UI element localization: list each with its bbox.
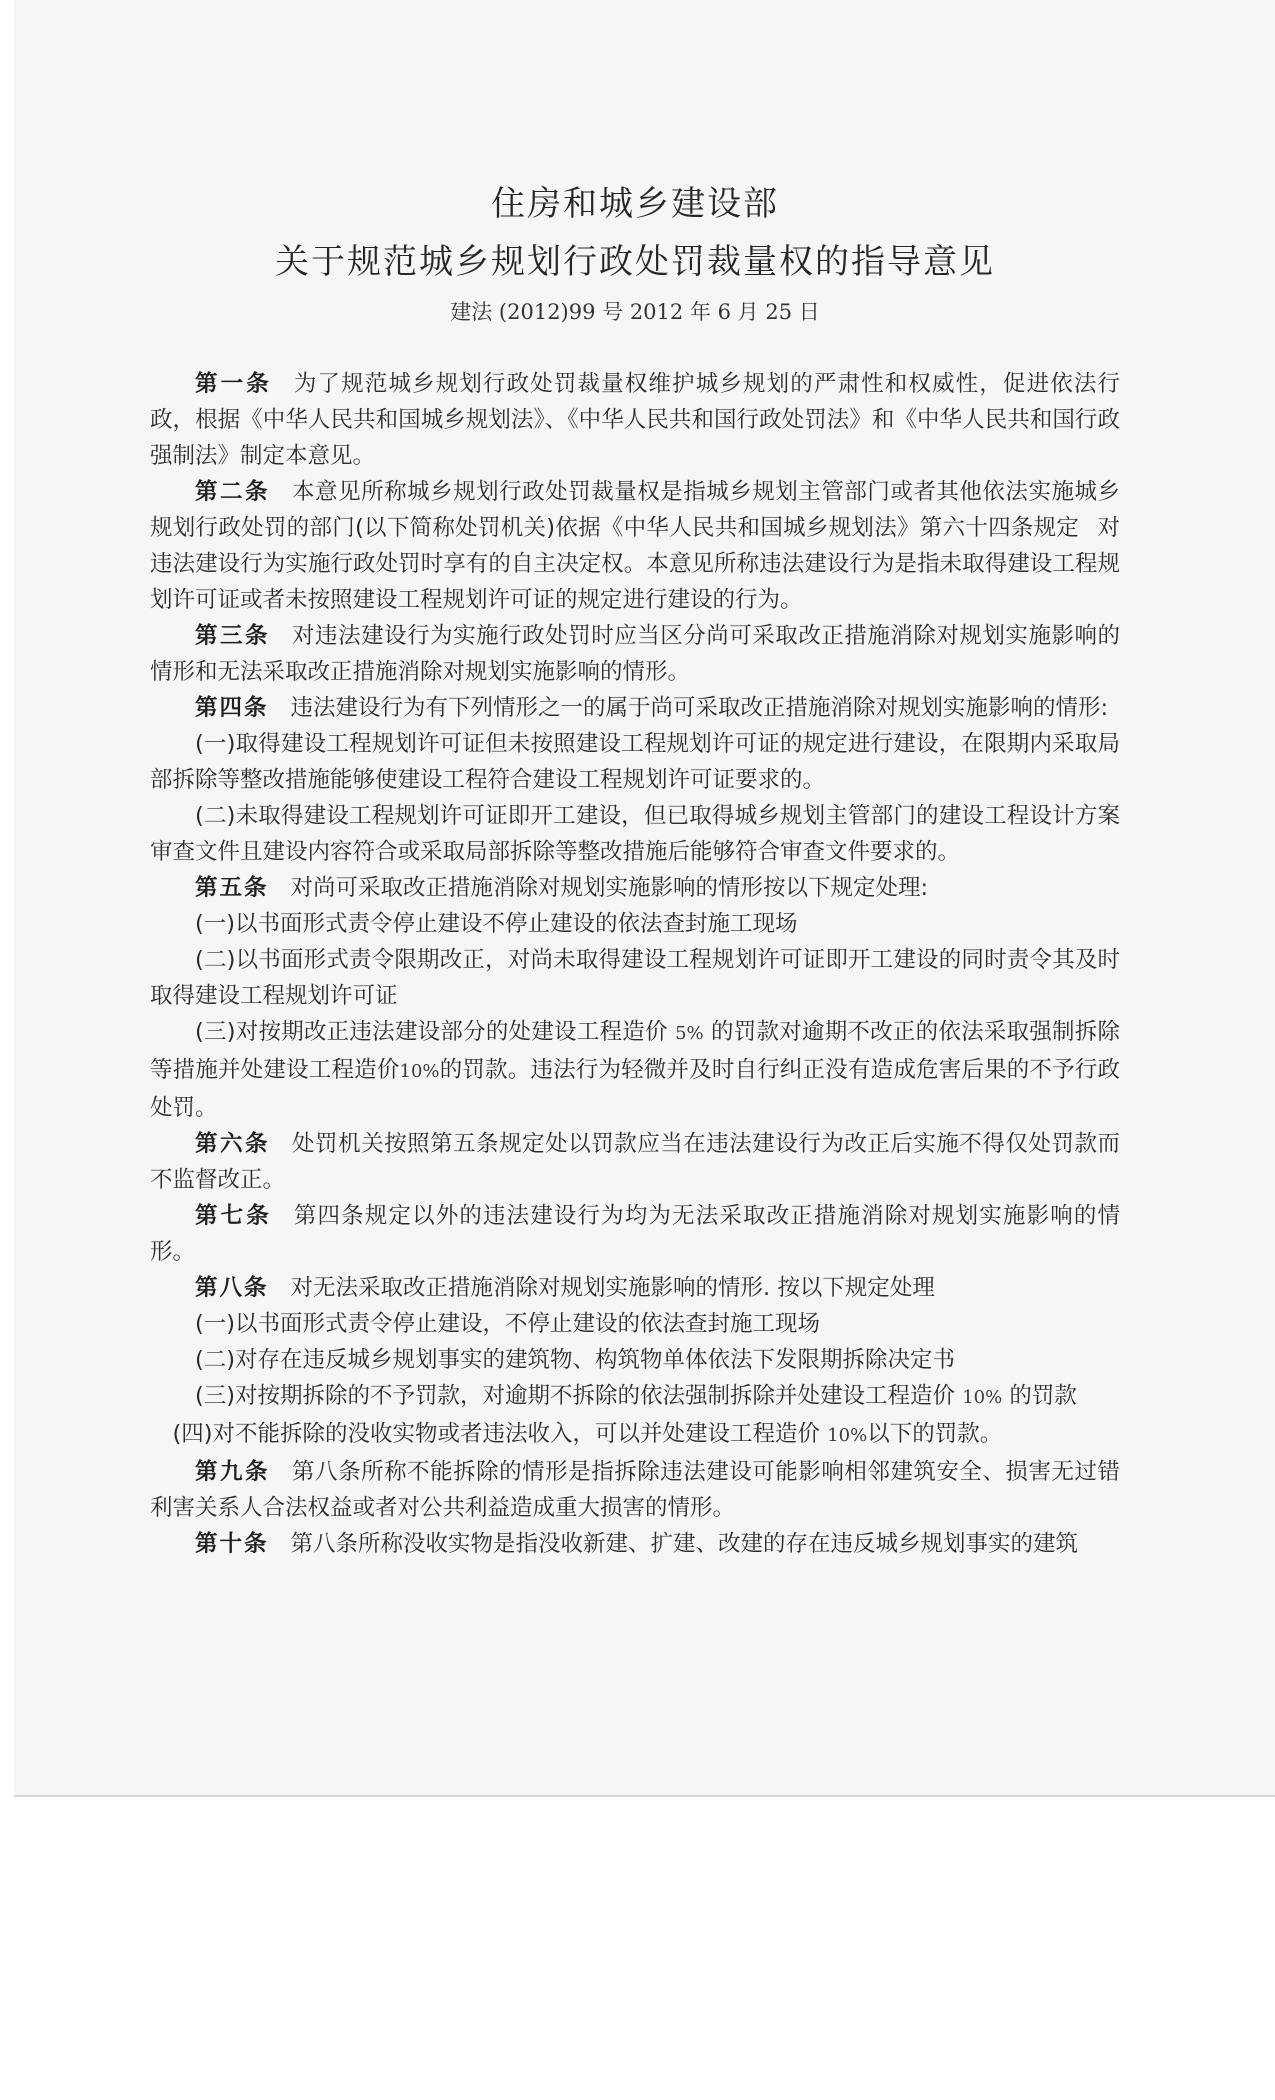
scan-edge-divider bbox=[14, 1795, 1275, 1797]
article-label: 第二条 bbox=[195, 479, 271, 505]
article-label: 第十条 bbox=[195, 1531, 269, 1557]
article-8-item-4: (四)对不能拆除的没收实物或者违法收入，可以并处建设工程造价 10%以下的罚款。 bbox=[172, 1421, 1003, 1447]
article-label: 第四条 bbox=[195, 695, 269, 721]
percentage-value: 10% bbox=[827, 1425, 868, 1446]
document-title-issuer: 住房和城乡建设部 bbox=[491, 184, 779, 224]
article-8 bbox=[150, 1270, 1120, 1306]
article-label: 第五条 bbox=[195, 875, 269, 901]
article-5-item-2: (二)以书面形式责令限期改正，对尚未取得建设工程规划许可证即开工建设的同时责令其及时取得建设工程规划许可证 bbox=[150, 947, 1120, 1009]
article-4-item-2: (二)未取得建设工程规划许可证即开工建设，但已取得城乡规划主管部门的建设工程设计方案审查文件且建设内容符合或采取局部拆除等整改措施后能够符合审查文件要求的。 bbox=[150, 803, 1120, 865]
article-text: 第八条所称不能拆除的情形是指拆除违法建设可能影响相邻建筑安全、损害无过错利害关系人合法权益或者对公共利益造成重大损害的情形。 bbox=[150, 1459, 1120, 1521]
article-text: 违法建设行为有下列情形之一的属于尚可采取改正措施消除对规划实施影响的情形: bbox=[290, 695, 1109, 721]
article-label: 第六条 bbox=[195, 1131, 271, 1157]
article-7 bbox=[150, 1198, 1120, 1270]
document-number-date: 建法 (2012)99 号 2012 年 6 月 25 日 bbox=[450, 300, 820, 324]
article-6 bbox=[150, 1126, 1120, 1198]
article-text: 对无法采取改正措施消除对规划实施影响的情形. 按以下规定处理 bbox=[290, 1275, 935, 1301]
article-text: 本意见所称城乡规划行政处罚裁量权是指城乡规划主管部门或者其他依法实施城乡规划行政处罚的部门(以下简称处罚机关)依据《中华人民共和国城乡规划法》第六十四条规定 bbox=[150, 479, 1120, 541]
percentage-value: 10% bbox=[399, 1061, 440, 1082]
article-10 bbox=[150, 1526, 1120, 1562]
percentage-value: 10% bbox=[962, 1387, 1003, 1408]
article-5-item-3: (三)对按期改正违法建设部分的处建设工程造价 5% 的罚款对逾期不改正的依法采取强制拆除等措施并处建设工程造价10%的罚款。违法行为轻微并及时自行纠正没有造成危害后果的不予行政处罚。 bbox=[150, 1019, 1120, 1121]
article-text: 第八条所称没收实物是指没收新建、扩建、改建的存在违反城乡规划事实的建筑 bbox=[290, 1531, 1079, 1557]
article-3 bbox=[150, 618, 1120, 690]
article-label: 第九条 bbox=[195, 1459, 271, 1485]
article-9 bbox=[150, 1454, 1120, 1526]
article-1 bbox=[150, 366, 1120, 474]
document-body bbox=[150, 176, 1120, 1562]
article-text: 对尚可采取改正措施消除对规划实施影响的情形按以下规定处理: bbox=[290, 875, 929, 901]
article-label: 第三条 bbox=[195, 623, 271, 649]
article-text: 对违法建设行为实施行政处罚时应当区分尚可采取改正措施消除对规划实施影响的情形和无法采取改正措施消除对规划实施影响的情形。 bbox=[150, 623, 1120, 685]
article-8-item-3: (三)对按期拆除的不予罚款，对逾期不拆除的依法强制拆除并处建设工程造价 10% 的罚款 bbox=[195, 1383, 1077, 1409]
article-4 bbox=[150, 690, 1120, 726]
article-text: 处罚机关按照第五条规定处以罚款应当在违法建设行为改正后实施不得仅处罚款而不监督改正。 bbox=[150, 1131, 1120, 1193]
article-5-item-1: (一)以书面形式责令停止建设不停止建设的依法查封施工现场 bbox=[195, 911, 798, 937]
article-label: 第七条 bbox=[195, 1203, 272, 1229]
article-text-continued: 对违法建设行为实施行政处罚时享有的自主决定权。本意见所称违法建设行为是指未取得建设工程规划许可证或者未按照建设工程规划许可证的规定进行建设的行为。 bbox=[150, 515, 1120, 613]
article-text: 第四条规定以外的违法建设行为均为无法采取改正措施消除对规划实施影响的情形。 bbox=[150, 1203, 1120, 1265]
article-4-item-1: (一)取得建设工程规划许可证但未按照建设工程规划许可证的规定进行建设，在限期内采取局部拆除等整改措施能够使建设工程符合建设工程规划许可证要求的。 bbox=[150, 731, 1120, 793]
document-title: 关于规范城乡规划行政处罚裁量权的指导意见 bbox=[275, 242, 995, 282]
article-5 bbox=[150, 870, 1120, 906]
article-2 bbox=[150, 474, 1120, 618]
article-8-item-2: (二)对存在违反城乡规划事实的建筑物、构筑物单体依法下发限期拆除决定书 bbox=[195, 1347, 956, 1373]
article-label: 第八条 bbox=[195, 1275, 269, 1301]
percentage-value: 5% bbox=[675, 1023, 704, 1044]
article-8-item-1: (一)以书面形式责令停止建设，不停止建设的依法查封施工现场 bbox=[195, 1311, 821, 1337]
article-label: 第一条 bbox=[195, 371, 272, 397]
article-text: 为了规范城乡规划行政处罚裁量权维护城乡规划的严肃性和权威性，促进依法行政，根据《中华人民共和国城乡规划法》、《中华人民共和国行政处罚法》和《中华人民共和国行政强制法》制定本意见。 bbox=[150, 371, 1120, 469]
